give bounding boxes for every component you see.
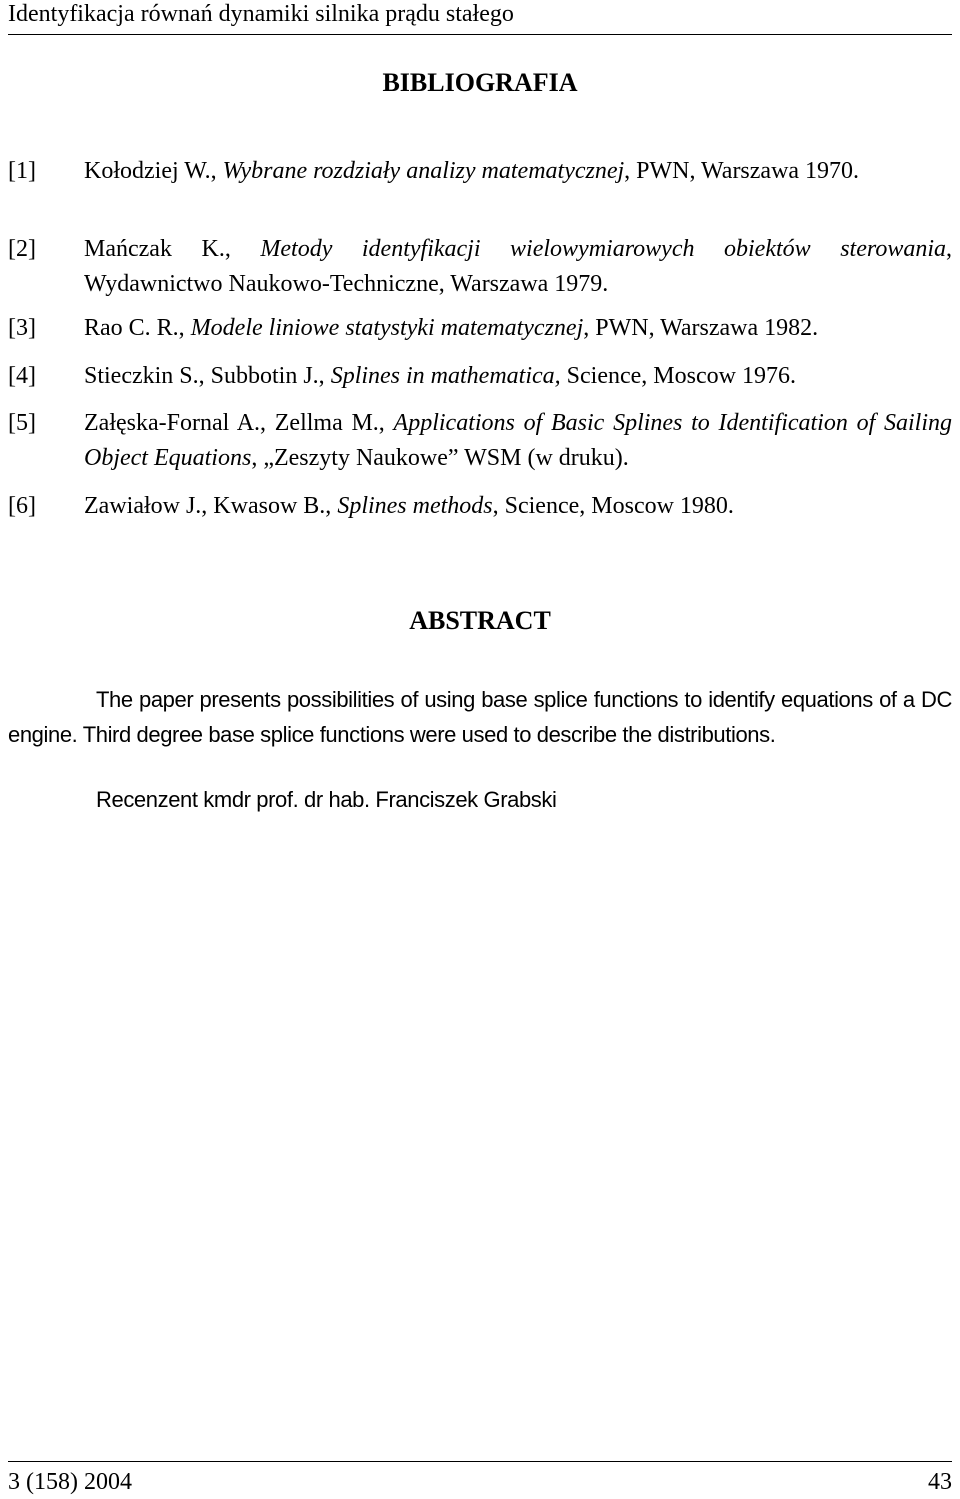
reference-number: [4]: [8, 363, 36, 389]
reference-text: Stieczkin S., Subbotin J., Splines in mathematica, Science, Moscow 1976.: [84, 363, 796, 389]
reference-item: [8, 232, 952, 302]
reference-number: [6]: [8, 493, 36, 519]
page-header: [8, 0, 952, 35]
reference-number: [3]: [8, 315, 36, 341]
bibliography-title: BIBLIOGRAFIA: [382, 68, 578, 97]
abstract-title: ABSTRACT: [409, 606, 551, 635]
running-title: Identyfikacja równań dynamiki silnika prądu stałego: [8, 1, 514, 27]
reference-number: [2]: [8, 236, 36, 262]
reference-item: [8, 311, 952, 346]
reference-text: Załęska-Fornal A., Zellma M., Applications of Basic Splines to Identification of Sailing Object Equations, „Zeszyty Naukowe” WSM (w druku).: [84, 410, 952, 471]
page-footer: [8, 1461, 952, 1499]
reference-item: [8, 359, 952, 394]
reference-text: Rao C. R., Modele liniowe statystyki matematycznej, PWN, Warszawa 1982.: [84, 315, 819, 341]
reference-item: [8, 154, 952, 189]
reviewer-line: Recenzent kmdr prof. dr hab. Franciszek Grabski: [96, 787, 557, 812]
reference-text: Zawiałow J., Kwasow B., Splines methods, Science, Moscow 1980.: [84, 493, 734, 519]
issue-number: 3 (158) 2004: [8, 1469, 132, 1495]
reference-item: [8, 489, 952, 524]
reference-text: Mańczak K., Metody identyfikacji wielowymiarowych obiektów sterowania, Wydawnictwo Naukowo-Techniczne, Warszawa 1979.: [84, 236, 952, 297]
reference-item: [8, 406, 952, 476]
abstract-text: The paper presents possibilities of using base splice functions to identify equations of a DC engine. Third degree base splice functions were used to describe the distributions.: [8, 687, 952, 747]
page-number: 43: [928, 1469, 952, 1495]
reference-text: Kołodziej W., Wybrane rozdziały analizy matematycznej, PWN, Warszawa 1970.: [84, 158, 860, 184]
reference-number: [5]: [8, 410, 36, 436]
reference-number: [1]: [8, 158, 36, 184]
